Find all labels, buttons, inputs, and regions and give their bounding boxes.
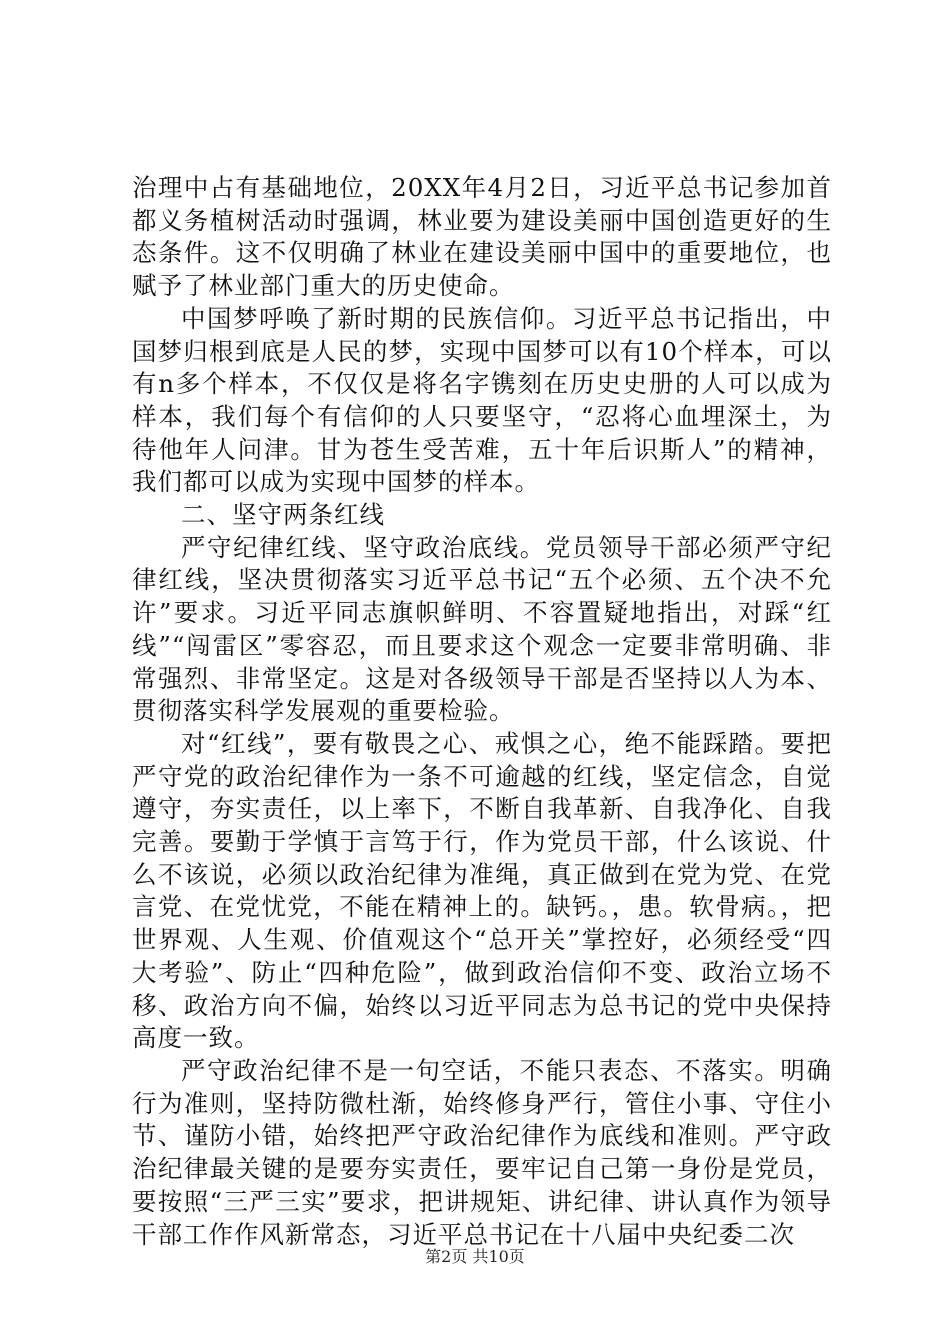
- document-body: [132, 172, 832, 1251]
- paragraph: 严守纪律红线、坚守政治底线。党员领导干部必须严守纪律红线，坚决贯彻落实习近平总书记“五个必须、五个决不允许”要求。习近平同志旗帜鲜明、不容置疑地指出，对踩“红线”“闯雷区”零容忍，而且要求这个观念一定要非常明确、非常强烈、非常坚定。这是对各级领导干部是否坚持以人为本、贯彻落实科学发展观的重要检验。: [132, 532, 832, 726]
- paragraph: 治理中占有基础地位，20XX年4月2日，习近平总书记参加首都义务植树活动时强调，林业要为建设美丽中国创造更好的生态条件。这不仅明确了林业在建设美丽中国中的重要地位，也赋予了林业部门重大的历史使命。: [132, 173, 832, 301]
- section-heading: 二、坚守两条红线: [181, 500, 385, 530]
- paragraph: 中国梦呼唤了新时期的民族信仰。习近平总书记指出，中国梦归根到底是人民的梦，实现中国梦可以有10个样本，可以有n多个样本，不仅仅是将名字镌刻在历史史册的人可以成为样本，我们每个有信仰的人只要坚守，“忍将心血埋深土，为待他年人问津。甘为苍生受苦难，五十年后识斯人”的精神，我们都可以成为实现中国梦的样本。: [132, 303, 832, 497]
- page-footer: 第2页 共10页: [425, 1247, 525, 1266]
- paragraph: 严守政治纪律不是一句空话，不能只表态、不落实。明确行为准则，坚持防微杜渐，始终修身严行，管住小事、守住小节、谨防小错，始终把严守政治纪律作为底线和准则。严守政治纪律最关键的是要夯实责任，要牢记自己第一身份是党员，要按照“三严三实”要求，把讲规矩、讲纪律、讲认真作为领导干部工作作风新常态，习近平总书记在十八届中央纪委二次: [132, 1055, 832, 1249]
- paragraph: 对“红线”，要有敬畏之心、戒惧之心，绝不能踩踏。要把严守党的政治纪律作为一条不可逾越的红线，坚定信念，自觉遵守，夯实责任，以上率下，不断自我革新、自我净化、自我完善。要勤于学慎于言笃于行，作为党员干部，什么该说、什么不该说，必须以政治纪律为准绳，真正做到在党为党、在党言党、在党忧党，不能在精神上的。缺钙。，患。软骨病。，把世界观、人生观、价值观这个“总开关”掌控好，必须经受“四大考验”、防止“四种危险”，做到政治信仰不变、政治立场不移、政治方向不偏，始终以习近平同志为总书记的党中央保持高度一致。: [132, 728, 832, 1053]
